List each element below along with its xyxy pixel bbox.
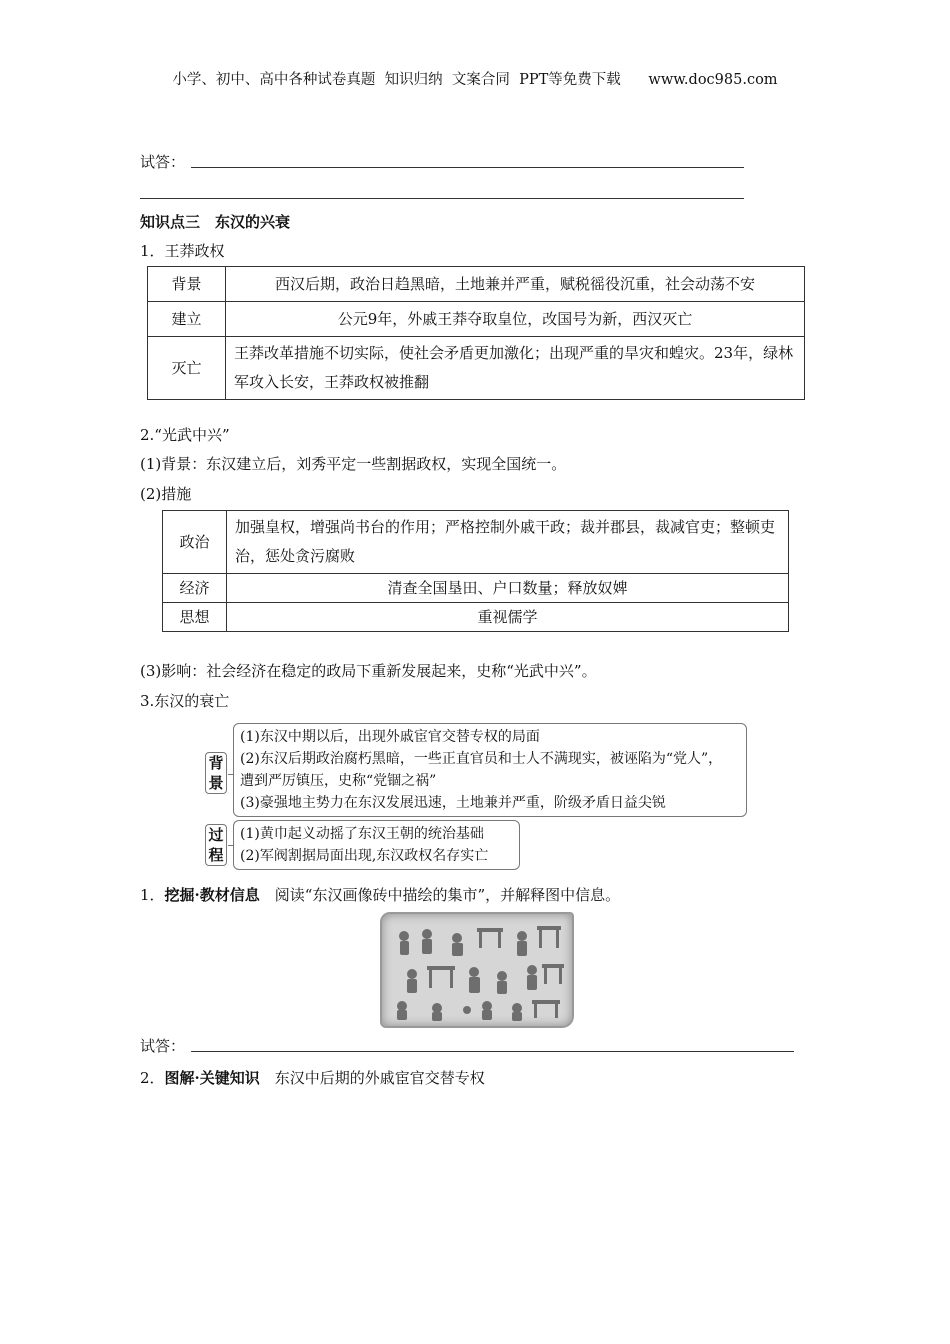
row-content: 公元9年，外戚王莽夺取皇位，改国号为新，西汉灭亡 xyxy=(226,302,805,337)
guangwu-table xyxy=(162,510,789,632)
background-item: 遭到严厉镇压，史称“党锢之祸” xyxy=(240,773,437,789)
guangwu-heading: 2.“光武中兴” xyxy=(140,426,230,444)
row-label: 建立 xyxy=(148,302,226,337)
row-label: 思想 xyxy=(163,603,227,632)
wangmang-heading: 1．王莽政权 xyxy=(140,242,225,260)
table-row xyxy=(148,337,805,400)
relief-figures xyxy=(382,914,572,1026)
section-title: 知识点三 东汉的兴衰 xyxy=(140,213,291,231)
market-relief-image xyxy=(380,912,574,1028)
row-label: 政治 xyxy=(163,511,227,574)
row-label: 背景 xyxy=(148,267,226,302)
table-row xyxy=(163,603,789,632)
process-item: (1)黄巾起义动摇了东汉王朝的统治基础 xyxy=(240,826,484,842)
row-content: 重视儒学 xyxy=(227,603,789,632)
table-row xyxy=(163,574,789,603)
background-item: (3)豪强地主势力在东汉发展迅速，土地兼并严重，阶级矛盾日益尖锐 xyxy=(240,795,666,811)
answer-label: 试答： xyxy=(140,1037,186,1055)
exercise-tag: 图解·关键知识 xyxy=(164,1069,260,1087)
table-row xyxy=(148,302,805,337)
table-row xyxy=(163,511,789,574)
decline-heading: 3.东汉的衰亡 xyxy=(140,692,230,710)
row-label: 经济 xyxy=(163,574,227,603)
guangwu-influence: (3)影响：社会经济在稳定的政局下重新发展起来，史称“光武中兴”。 xyxy=(140,662,597,680)
row-content: 王莽改革措施不切实际，使社会矛盾更加激化；出现严重的旱灾和蝗灾。23年，绿林军攻入长安，王莽政权被推翻 xyxy=(226,337,805,400)
table-row xyxy=(148,267,805,302)
row-content: 加强皇权，增强尚书台的作用；严格控制外戚干政；裁并郡县，裁减官吏；整顿吏治，惩处贪污腐败 xyxy=(227,511,789,574)
process-item: (2)军阀割据局面出现,东汉政权名存实亡 xyxy=(240,848,489,864)
answer-line-2 xyxy=(140,198,744,199)
wangmang-table xyxy=(147,266,805,400)
exercise-tag: 挖掘·教材信息 xyxy=(164,886,260,904)
guangwu-background: (1)背景：东汉建立后，刘秀平定一些割据政权，实现全国统一。 xyxy=(140,455,567,473)
answer-row-top xyxy=(140,150,744,172)
guangwu-measures-heading: (2)措施 xyxy=(140,485,192,503)
process-box xyxy=(233,820,520,870)
row-label: 灭亡 xyxy=(148,337,226,400)
background-label: 背 景 xyxy=(205,752,227,794)
background-box xyxy=(233,723,747,817)
answer-row-bottom xyxy=(140,1034,794,1056)
process-label: 过 程 xyxy=(205,824,227,866)
answer-line xyxy=(191,1051,794,1052)
row-content: 清查全国垦田、户口数量；释放奴婢 xyxy=(227,574,789,603)
background-item: (2)东汉后期政治腐朽黑暗，一些正直官员和士人不满现实，被诬陷为“党人”， xyxy=(240,751,723,767)
exercise-1: 1．挖掘·教材信息 阅读“东汉画像砖中描绘的集市”，并解释图中信息。 xyxy=(140,886,621,904)
row-content: 西汉后期，政治日趋黑暗，土地兼并严重，赋税徭役沉重，社会动荡不安 xyxy=(226,267,805,302)
background-item: (1)东汉中期以后，出现外戚宦官交替专权的局面 xyxy=(240,729,540,745)
exercise-2: 2．图解·关键知识 东汉中后期的外戚宦官交替专权 xyxy=(140,1069,485,1087)
answer-label: 试答： xyxy=(140,153,186,171)
page-header: 小学、初中、高中各种试卷真题 知识归纳 文案合同 PPT等免费下载 www.doc985.com xyxy=(172,72,778,88)
answer-line xyxy=(191,167,744,168)
